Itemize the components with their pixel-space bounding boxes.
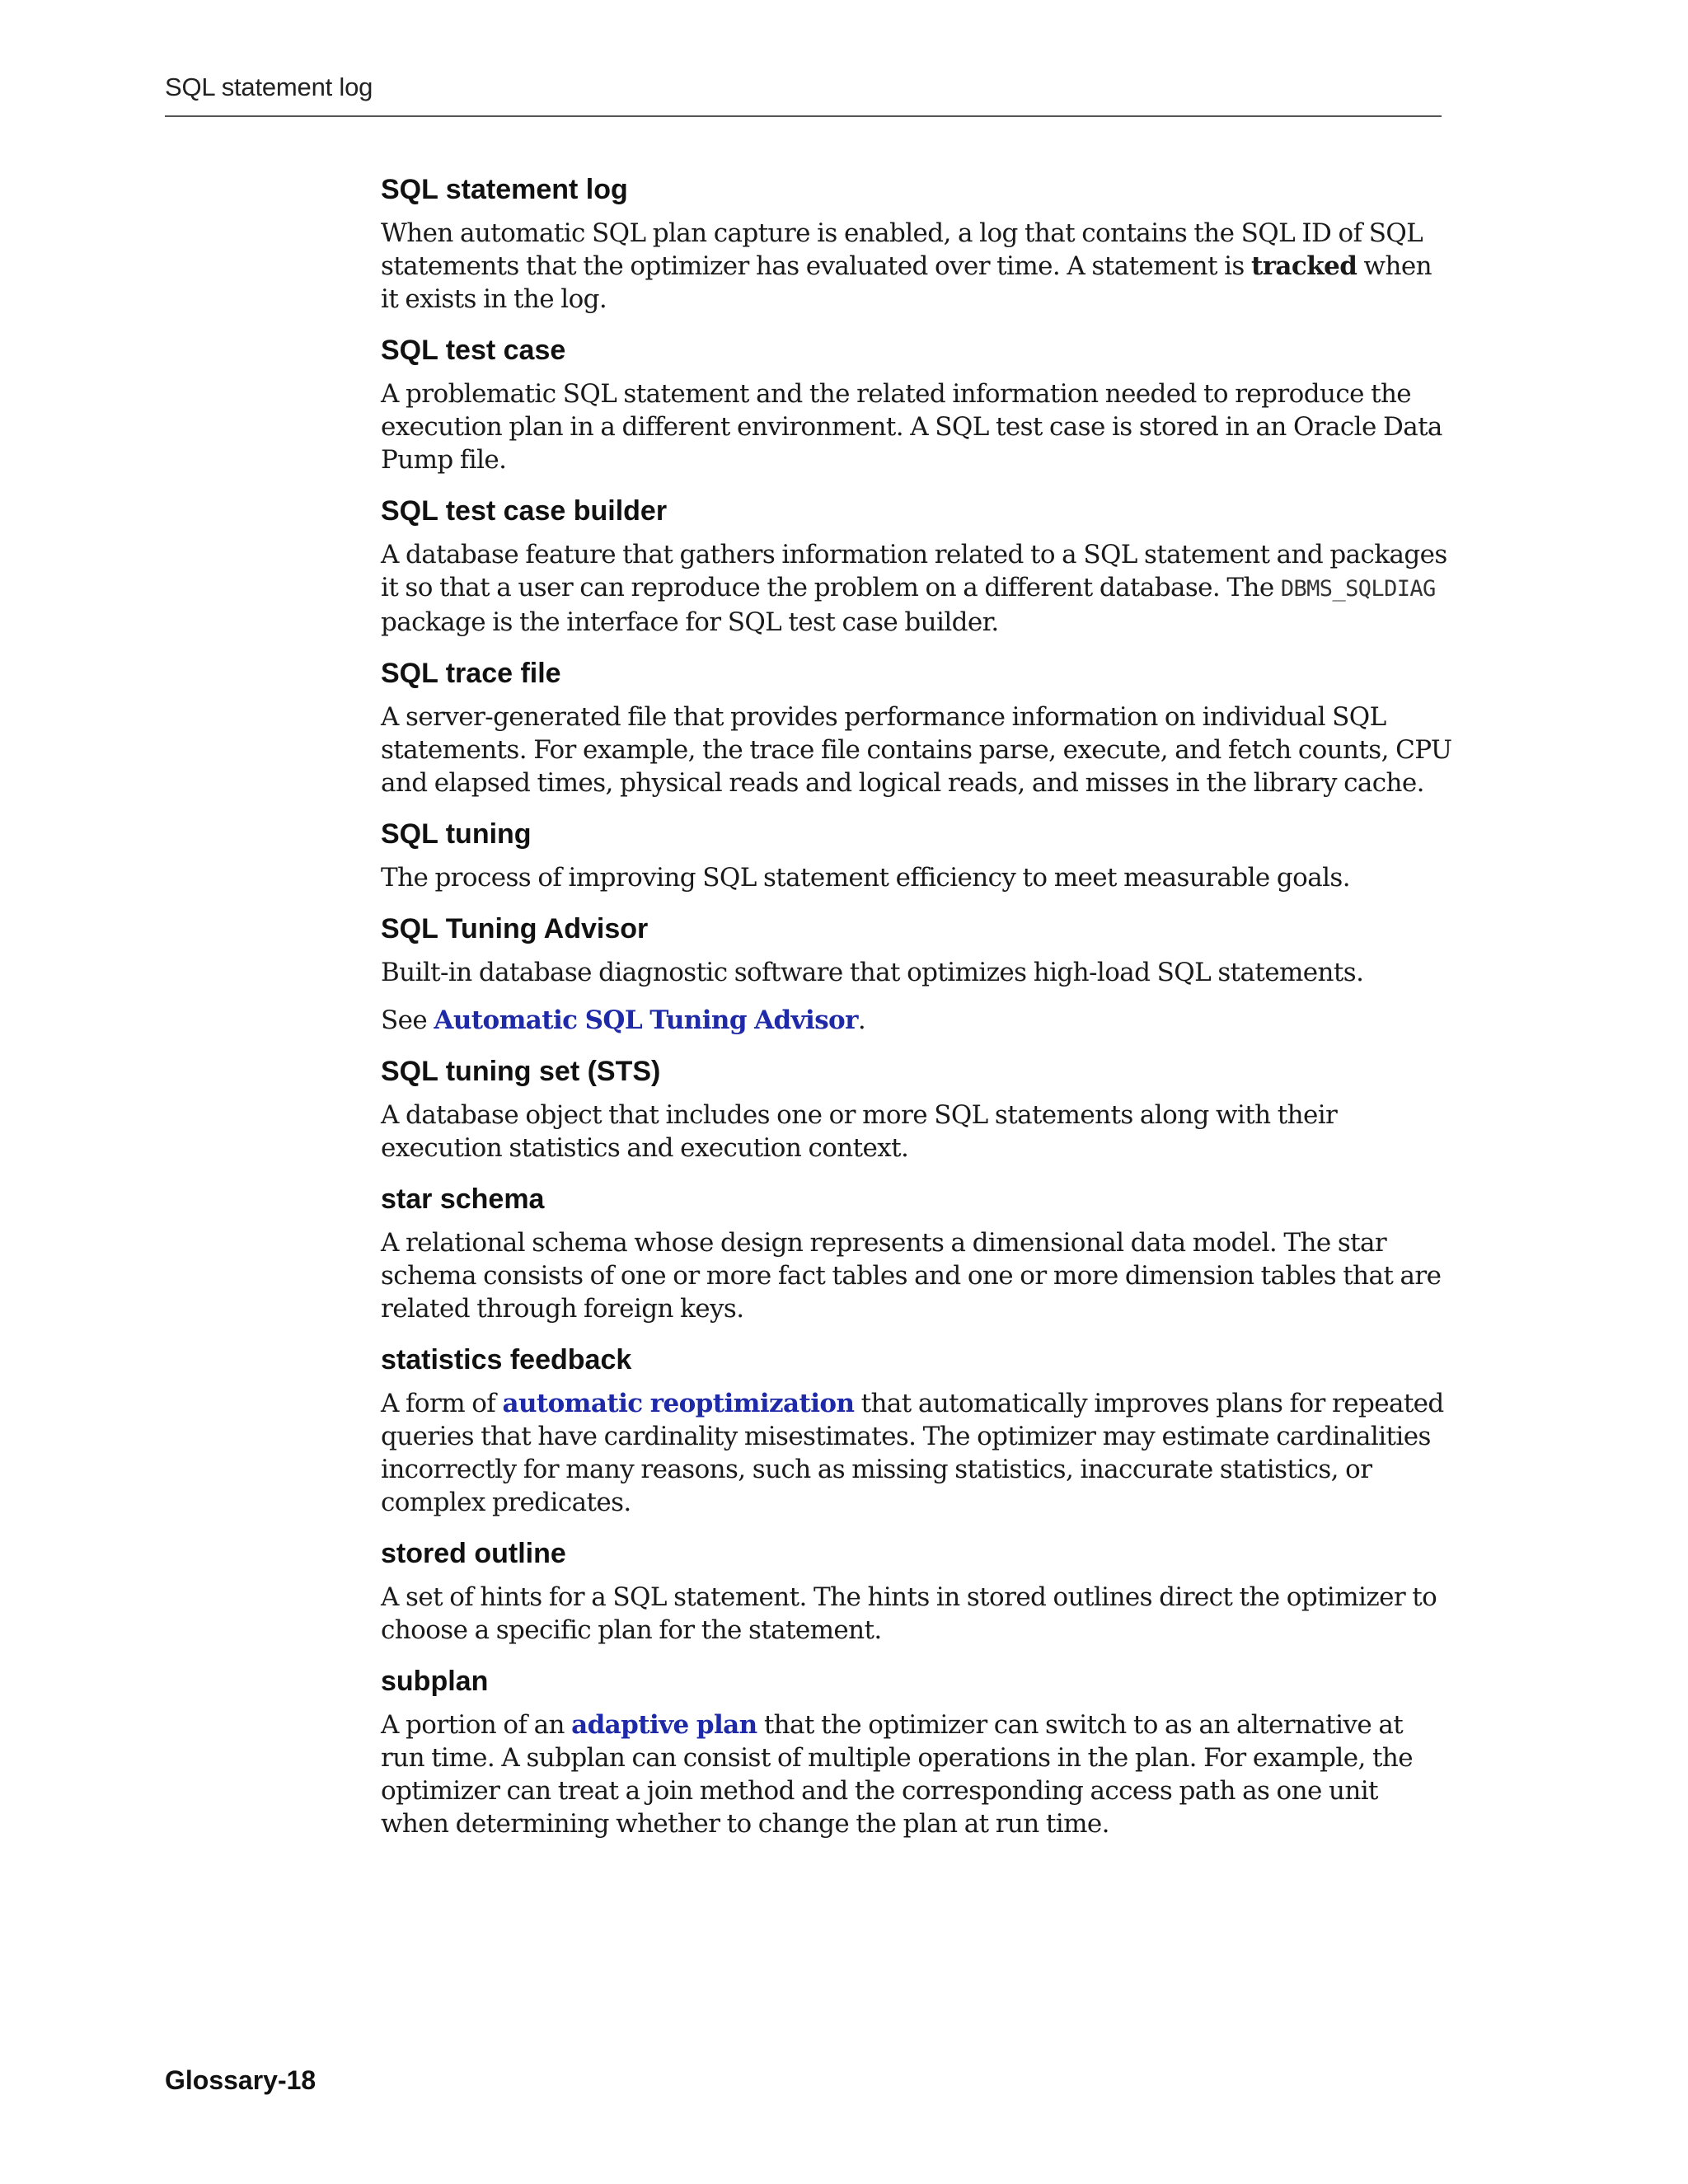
glossary-definition: Built-in database diagnostic software that optimizes high-load SQL statements. (381, 958, 1364, 987)
glossary-term: SQL Tuning Advisor (381, 913, 649, 944)
glossary-definition: A database object that includes one or more SQL statements along with their execution statistics and execution context. (381, 1100, 1338, 1163)
page-number-footer: Glossary-18 (165, 2065, 316, 2095)
glossary-entry-statistics-feedback (381, 1343, 1452, 1519)
glossary-definition: The process of improving SQL statement efficiency to meet measurable goals. (381, 863, 1350, 893)
glossary-definition: A problematic SQL statement and the related information needed to reproduce the execution plan in a different environment. A SQL test case is stored in an Oracle Data Pump file. (381, 379, 1442, 475)
glossary-term: star schema (381, 1183, 545, 1215)
header-divider (165, 115, 1442, 117)
glossary-entry-sql-tuning-advisor (381, 912, 1452, 1037)
code-package-name: DBMS_SQLDIAG (1280, 576, 1436, 602)
glossary-term: SQL tuning (381, 818, 532, 850)
glossary-entry-sql-test-case (381, 334, 1452, 476)
xref-link-automatic-reoptimization[interactable]: automatic reoptimization (502, 1389, 855, 1418)
glossary-term: SQL statement log (381, 174, 628, 205)
see-suffix: . (857, 1005, 866, 1035)
glossary-term: SQL trace file (381, 658, 561, 689)
definition-text: when it exists in the log. (381, 251, 1432, 314)
glossary-entry-stored-outline (381, 1537, 1452, 1647)
glossary-entry-sql-tuning (381, 818, 1452, 894)
glossary-entry-sql-test-case-builder (381, 494, 1452, 639)
definition-text: When automatic SQL plan capture is enabled, a log that contains the SQL ID of SQL statements that the optimizer has evaluated over time. A statement is (381, 218, 1423, 281)
xref-link-automatic-sql-tuning-advisor[interactable]: Automatic SQL Tuning Advisor (434, 1005, 858, 1035)
glossary-content (381, 165, 1452, 1858)
glossary-term: statistics feedback (381, 1344, 632, 1376)
glossary-term: stored outline (381, 1538, 566, 1569)
glossary-definition: A set of hints for a SQL statement. The hints in stored outlines direct the optimizer to choose a specific plan for the statement. (381, 1582, 1437, 1645)
glossary-term: SQL test case (381, 335, 566, 366)
glossary-term: SQL tuning set (STS) (381, 1056, 661, 1087)
glossary-term: SQL test case builder (381, 495, 668, 527)
definition-emphasis: tracked (1250, 251, 1357, 281)
glossary-entry-sql-tuning-set (381, 1055, 1452, 1165)
definition-text: that the optimizer can switch to as an alternative at run time. A subplan can consist of multiple operations in the plan. For example, the optimizer can treat a join method and the corresponding access path as one unit when determining whether to change the plan at run time. (381, 1710, 1413, 1839)
glossary-definition (381, 217, 1452, 316)
see-prefix: See (381, 1005, 434, 1035)
glossary-entry-sql-trace-file (381, 657, 1452, 799)
definition-text: package is the interface for SQL test case builder. (381, 607, 999, 637)
glossary-definition (381, 1387, 1452, 1519)
running-header-title: SQL statement log (165, 73, 373, 101)
glossary-definition: A server-generated file that provides performance information on individual SQL statements. For example, the trace file contains parse, execute, and fetch counts, CPU and elapsed times, physical reads and logical reads, and misses in the library cache. (381, 702, 1452, 798)
glossary-term: subplan (381, 1666, 489, 1697)
glossary-definition (381, 1708, 1452, 1840)
glossary-definition: A relational schema whose design represents a dimensional data model. The star schema consists of one or more fact tables and one or more dimension tables that are related through foreign keys. (381, 1228, 1442, 1324)
xref-link-adaptive-plan[interactable]: adaptive plan (571, 1710, 757, 1740)
glossary-entry-star-schema (381, 1183, 1452, 1325)
see-also-reference (381, 1004, 1452, 1037)
glossary-entry-sql-statement-log (381, 173, 1452, 316)
definition-text: A portion of an (381, 1710, 572, 1740)
definition-text: A form of (381, 1389, 503, 1418)
glossary-definition (381, 538, 1452, 639)
definition-text: that automatically improves plans for repeated queries that have cardinality misestimates. The optimizer may estimate cardinalities incorrectly for many reasons, such as missing statistics, inaccurate statistics, or complex predicates. (381, 1389, 1444, 1517)
glossary-entry-subplan (381, 1665, 1452, 1840)
definition-text: A database feature that gathers information related to a SQL statement and packages it so that a user can reproduce the problem on a different database. The (381, 540, 1447, 602)
